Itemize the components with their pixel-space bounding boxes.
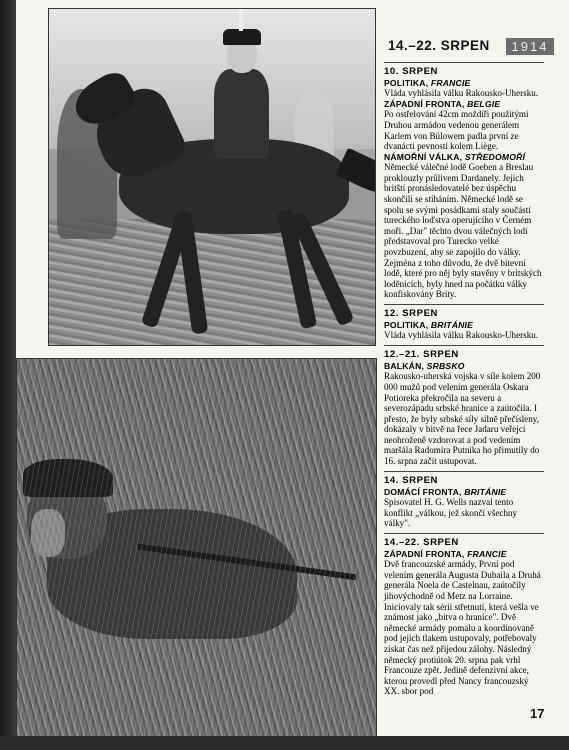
header-year: 1914 (506, 38, 554, 55)
header-date-range: 14.–22. SRPEN (388, 38, 490, 53)
binding-edge (0, 0, 16, 750)
entry-text: Rakousko-uherská vojska v síle kolem 200 000 mužů pod velením generála Oskara Potioreka překročila na severu a severozápadu srbské hranice a zaútočila. I přesto, že byly srbské síly silně přečísleny, dokázaly v bitvě na řece Jadaru veřejcí neohroženě vzdorovat a pod vedením maršála Radomira Putnika ho přimutily do 16. srpna začít ustupovat. (384, 371, 541, 467)
entry-heading: POLITIKA, FRANCIE (384, 78, 471, 88)
page-number: 17 (530, 706, 545, 721)
chronology-column (384, 58, 544, 697)
entry-heading: POLITIKA, BRITÁNIE (384, 319, 474, 330)
entry-text: Spisovatel H. G. Wells nazval tento konflikt „válkou, jež skončí všechny války". (384, 497, 518, 529)
section-date: 12. SRPEN (384, 304, 544, 319)
section-date: 10. SRPEN (384, 62, 544, 77)
photo-cavalry-officer (48, 8, 376, 346)
section-date: 14.–22. SRPEN (384, 533, 544, 548)
entry-heading: BALKÁN, SRBSKO (384, 360, 465, 371)
entry-text: Dvě francouzské armády, První pod velením generála Augusta Dubaila a Druhá generála Noela de Castelnau, zaútočily jihovýchodně od Metz na Lorraine. Iniciovaly tak sérii střetnutí, která vešla ve známost jako „bitva o hranice". Dvě německé armády pomalu a koordinovaně pod jejich tlakem ustupovaly, potřebovaly získat čas než přijedou zálohy. Následný německý protiútok 20. srpna pak vrhl Francouze zpět. Jedině defenzivní akce, kterou provedl před Nancy francouzský XX. sbor pod (384, 559, 541, 697)
entry-heading: NÁMOŘNÍ VÁLKA, STŘEDOMOŘÍ (384, 151, 526, 162)
entry-text: Německé válečné lodě Goeben a Breslau proklouzly průlivem Dardanely. Jejich britští pronásledovatelé bez úspěchu skončili se stíháním. Německé lodě se spolu se svými posádkami staly součástí tureckého loďstva operujícího v Černém moři. „Dar" těchto dvou válečných lodí představoval pro Turecko velké povzbuzení, aby se zapojilo do války. Zejména z toho důvodu, že dvě bitevní lodě, které pro něj byly stavěny v britských loděnicích, byly hned na počátku války konfiskovány Brity. (384, 162, 542, 300)
entry-heading: ZÁPADNÍ FRONTA, FRANCIE (384, 548, 507, 559)
entry-text: Vláda vyhlásila válku Rakousko-Uhersku. (384, 88, 539, 99)
page-header (384, 38, 562, 56)
section-date: 14. SRPEN (384, 471, 544, 486)
entry-heading: DOMÁCÍ FRONTA, BRITÁNIE (384, 486, 507, 497)
entry-heading: ZÁPADNÍ FRONTA, BELGIE (384, 99, 501, 109)
photo-soldier-in-grass (16, 358, 377, 740)
bottom-edge (0, 736, 569, 750)
entry-text: Po ostřelování 42cm moždíři použitými Druhou armádou vedenou generálem Karlem von Bülowem padla první ze dvanácti pevností kolem Liège. (384, 109, 529, 152)
section-date: 12.–21. SRPEN (384, 345, 544, 360)
entry-text: Vláda vyhlásila válku Rakousko-Uhersku. (384, 330, 539, 341)
